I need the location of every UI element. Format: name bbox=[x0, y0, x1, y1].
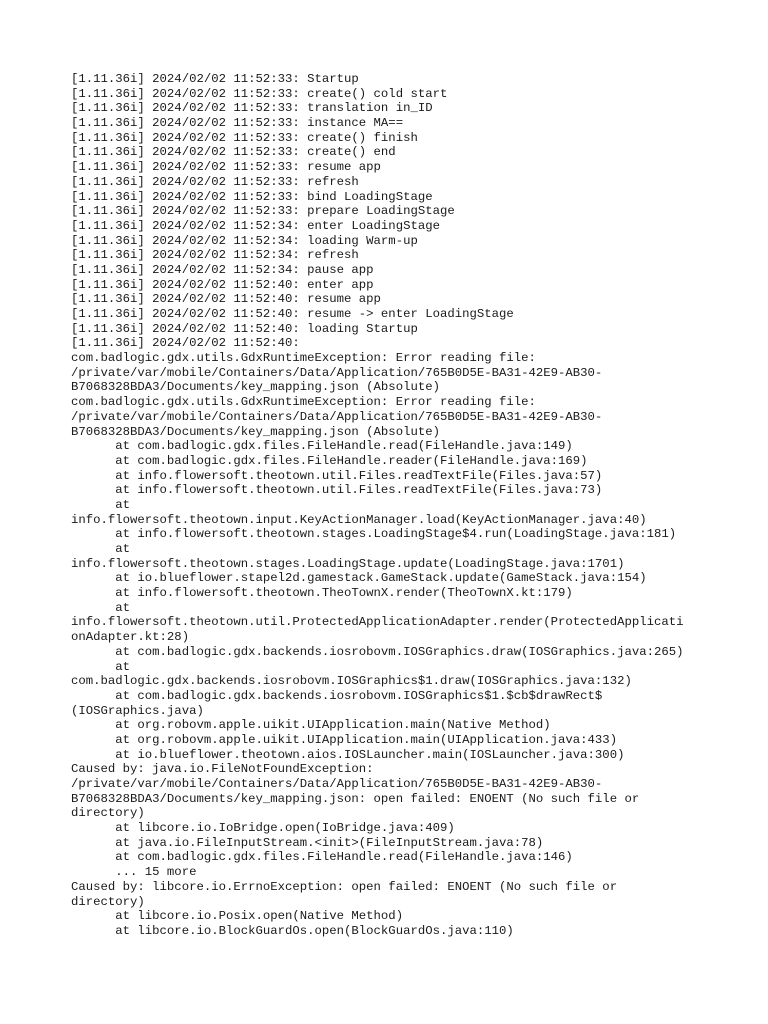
log-line: at com.badlogic.gdx.files.FileHandle.read(FileHandle.java:149) bbox=[71, 439, 573, 454]
log-line: directory) bbox=[71, 806, 145, 821]
log-line: at info.flowersoft.theotown.util.Files.readTextFile(Files.java:73) bbox=[71, 483, 603, 498]
log-line: Caused by: java.io.FileNotFoundException: bbox=[71, 762, 374, 777]
log-line: at bbox=[71, 659, 131, 674]
log-line: at bbox=[71, 497, 131, 512]
log-line: [1.11.36i] 2024/02/02 11:52:33: create() finish bbox=[71, 130, 418, 145]
log-line: [1.11.36i] 2024/02/02 11:52:33: bind LoadingStage bbox=[71, 189, 433, 204]
log-line: [1.11.36i] 2024/02/02 11:52:33: translation in_ID bbox=[71, 101, 433, 116]
log-line: at info.flowersoft.theotown.util.Files.readTextFile(Files.java:57) bbox=[71, 468, 603, 483]
log-line: at info.flowersoft.theotown.TheoTownX.render(TheoTownX.kt:179) bbox=[71, 586, 573, 601]
log-line: B7068328BDA3/Documents/key_mapping.json: open failed: ENOENT (No such file or bbox=[71, 791, 640, 806]
log-line: com.badlogic.gdx.utils.GdxRuntimeException: Error reading file: bbox=[71, 395, 536, 410]
log-line: at io.blueflower.stapel2d.gamestack.GameStack.update(GameStack.java:154) bbox=[71, 571, 647, 586]
log-line: at libcore.io.IoBridge.open(IoBridge.java:409) bbox=[71, 821, 455, 836]
log-text-block bbox=[71, 72, 701, 939]
log-line: directory) bbox=[71, 894, 145, 909]
log-line: at org.robovm.apple.uikit.UIApplication.main(UIApplication.java:433) bbox=[71, 732, 618, 747]
log-line: [1.11.36i] 2024/02/02 11:52:33: prepare LoadingStage bbox=[71, 204, 455, 219]
log-line: at io.blueflower.theotown.aios.IOSLauncher.main(IOSLauncher.java:300) bbox=[71, 747, 625, 762]
log-line: [1.11.36i] 2024/02/02 11:52:34: enter LoadingStage bbox=[71, 218, 440, 233]
log-line: [1.11.36i] 2024/02/02 11:52:34: loading Warm-up bbox=[71, 233, 418, 248]
log-line: [1.11.36i] 2024/02/02 11:52:33: instance MA== bbox=[71, 116, 404, 131]
log-line: [1.11.36i] 2024/02/02 11:52:33: create() end bbox=[71, 145, 396, 160]
log-line: B7068328BDA3/Documents/key_mapping.json (Absolute) bbox=[71, 424, 440, 439]
log-line: [1.11.36i] 2024/02/02 11:52:40: loading Startup bbox=[71, 321, 418, 336]
log-line: [1.11.36i] 2024/02/02 11:52:40: bbox=[71, 336, 300, 351]
log-line: com.badlogic.gdx.backends.iosrobovm.IOSGraphics$1.draw(IOSGraphics.java:132) bbox=[71, 674, 632, 689]
log-line: /private/var/mobile/Containers/Data/Application/765B0D5E-BA31-42E9-AB30- bbox=[71, 409, 603, 424]
log-line: [1.11.36i] 2024/02/02 11:52:33: Startup bbox=[71, 72, 359, 86]
log-line: [1.11.36i] 2024/02/02 11:52:33: refresh bbox=[71, 174, 359, 189]
log-line: onAdapter.kt:28) bbox=[71, 630, 190, 645]
log-line: at bbox=[71, 600, 131, 615]
log-line: [1.11.36i] 2024/02/02 11:52:34: refresh bbox=[71, 248, 359, 263]
log-line: [1.11.36i] 2024/02/02 11:52:33: resume app bbox=[71, 160, 381, 175]
log-line: at org.robovm.apple.uikit.UIApplication.main(Native Method) bbox=[71, 718, 551, 733]
log-line: at com.badlogic.gdx.files.FileHandle.read(FileHandle.java:146) bbox=[71, 850, 573, 865]
log-line: [1.11.36i] 2024/02/02 11:52:40: resume app bbox=[71, 292, 381, 307]
log-line: ... 15 more bbox=[71, 865, 197, 880]
log-line: info.flowersoft.theotown.input.KeyActionManager.load(KeyActionManager.java:40) bbox=[71, 512, 647, 527]
log-line: B7068328BDA3/Documents/key_mapping.json (Absolute) bbox=[71, 380, 440, 395]
log-line: [1.11.36i] 2024/02/02 11:52:33: create() cold start bbox=[71, 86, 448, 101]
log-line: at com.badlogic.gdx.backends.iosrobovm.IOSGraphics.draw(IOSGraphics.java:265) bbox=[71, 644, 684, 659]
log-line: info.flowersoft.theotown.util.ProtectedApplicationAdapter.render(ProtectedApplicati bbox=[71, 615, 684, 630]
log-line: /private/var/mobile/Containers/Data/Application/765B0D5E-BA31-42E9-AB30- bbox=[71, 777, 603, 791]
log-line: at libcore.io.BlockGuardOs.open(BlockGuardOs.java:110) bbox=[71, 923, 514, 938]
log-line: at com.badlogic.gdx.files.FileHandle.reader(FileHandle.java:169) bbox=[71, 453, 588, 468]
log-line: /private/var/mobile/Containers/Data/Application/765B0D5E-BA31-42E9-AB30- bbox=[71, 365, 603, 380]
log-line: at java.io.FileInputStream.<init>(FileInputStream.java:78) bbox=[71, 835, 544, 850]
log-line: at libcore.io.Posix.open(Native Method) bbox=[71, 909, 404, 924]
log-line: com.badlogic.gdx.utils.GdxRuntimeException: Error reading file: bbox=[71, 351, 536, 366]
log-line: (IOSGraphics.java) bbox=[71, 703, 204, 718]
log-line: [1.11.36i] 2024/02/02 11:52:34: pause app bbox=[71, 262, 374, 277]
log-line: at com.badlogic.gdx.backends.iosrobovm.IOSGraphics$1.$cb$drawRect$ bbox=[71, 688, 603, 703]
log-line: at info.flowersoft.theotown.stages.LoadingStage$4.run(LoadingStage.java:181) bbox=[71, 527, 677, 542]
log-line: [1.11.36i] 2024/02/02 11:52:40: resume -> enter LoadingStage bbox=[71, 307, 514, 321]
log-line: info.flowersoft.theotown.stages.LoadingStage.update(LoadingStage.java:1701) bbox=[71, 556, 625, 571]
log-line: Caused by: libcore.io.ErrnoException: open failed: ENOENT (No such file or bbox=[71, 879, 618, 894]
log-line: at bbox=[71, 542, 131, 556]
log-line: [1.11.36i] 2024/02/02 11:52:40: enter app bbox=[71, 277, 374, 292]
